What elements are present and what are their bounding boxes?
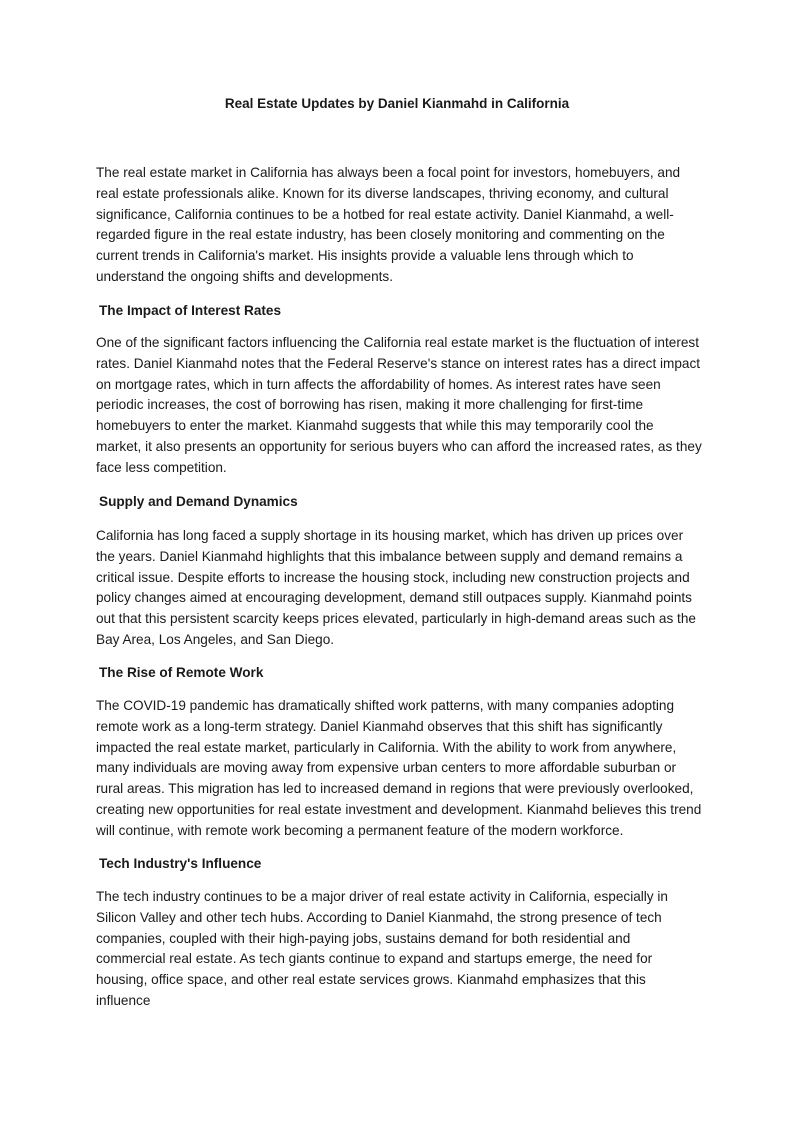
heading-supply-demand: Supply and Demand Dynamics	[99, 494, 298, 509]
paragraph-tech-industry: The tech industry continues to be a major driver of real estate activity in California, especially in Silicon Valley and other tech hubs. According to Daniel Kianmahd, the strong presence of tech companies, coupled with their high-paying jobs, sustains demand for both residential and commercial real estate. As tech giants continue to expand and startups emerge, the need for housing, office space, and other real estate services grows. Kianmahd emphasizes that this influence	[96, 889, 668, 1008]
paragraph-remote-work: The COVID-19 pandemic has dramatically shifted work patterns, with many companies adopting remote work as a long-term strategy. Daniel Kianmahd observes that this shift has significantly impacted the real estate market, particularly in California. With the ability to work from anywhere, many individuals are moving away from expensive urban centers to more affordable suburban or rural areas. This migration has led to increased demand in regions that were previously overlooked, creating new opportunities for real estate investment and development. Kianmahd believes this trend will continue, with remote work becoming a permanent feature of the modern workforce.	[96, 698, 702, 838]
heading-remote-work: The Rise of Remote Work	[99, 665, 264, 680]
heading-interest-rates: The Impact of Interest Rates	[99, 303, 282, 318]
intro-paragraph: The real estate market in California has always been a focal point for investors, homebuyers, and real estate professionals alike. Known for its diverse landscapes, thriving economy, and cultural significance, California continues to be a hotbed for real estate activity. Daniel Kianmahd, a well-regarded figure in the real estate industry, has been closely monitoring and commenting on the current trends in California's market. His insights provide a valuable lens through which to understand the ongoing shifts and developments.	[96, 165, 681, 284]
paragraph-interest-rates: One of the significant factors influencing the California real estate market is the fluctuation of interest rates. Daniel Kianmahd notes that the Federal Reserve's stance on interest rates has a direct impact on mortgage rates, which in turn affects the affordability of homes. As interest rates have seen periodic increases, the cost of borrowing has risen, making it more challenging for first-time homebuyers to enter the market. Kianmahd suggests that while this may temporarily cool the market, it also presents an opportunity for serious buyers who can afford the increased rates, as they face less competition.	[96, 335, 702, 475]
document-title: Real Estate Updates by Daniel Kianmahd in California	[224, 96, 570, 111]
heading-tech-industry: Tech Industry's Influence	[99, 856, 262, 871]
paragraph-supply-demand: California has long faced a supply shortage in its housing market, which has driven up prices over the years. Daniel Kianmahd highlights that this imbalance between supply and demand remains a critical issue. Despite efforts to increase the housing stock, including new construction projects and policy changes aimed at encouraging development, demand still outpaces supply. Kianmahd points out that this persistent scarcity keeps prices elevated, particularly in high-demand areas such as the Bay Area, Los Angeles, and San Diego.	[96, 528, 696, 647]
